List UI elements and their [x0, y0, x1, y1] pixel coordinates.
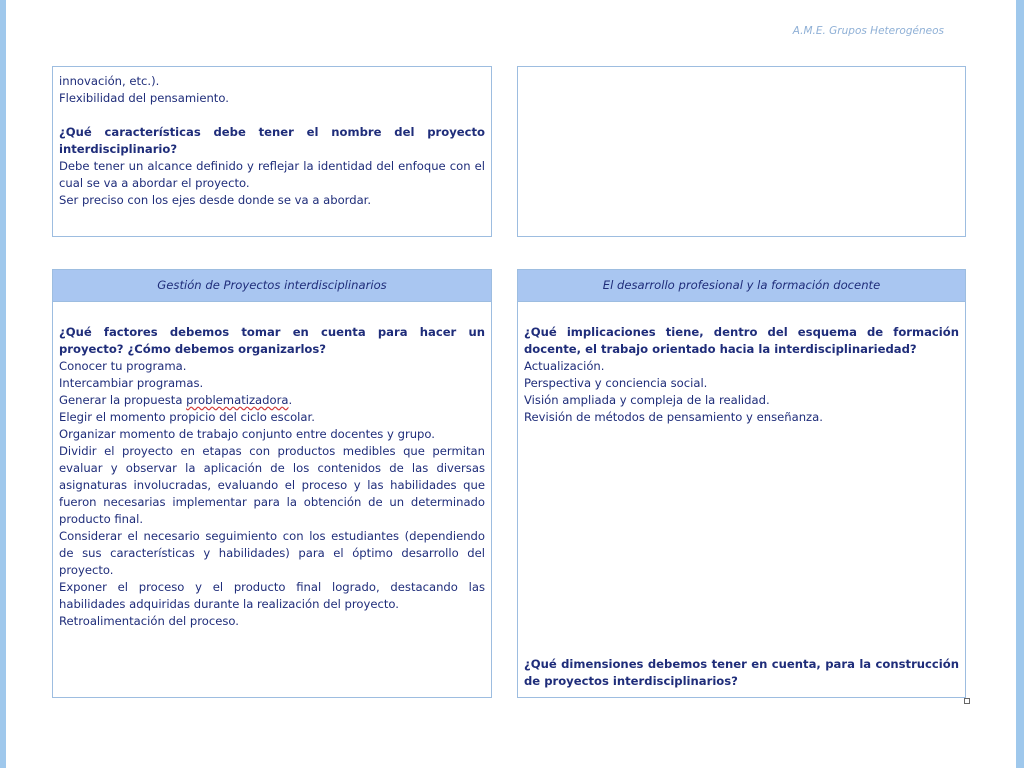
- question-text: ¿Qué características debe tener el nombre del proyecto interdisciplinario?: [59, 125, 485, 156]
- bottom-question-text: ¿Qué dimensiones debemos tener en cuenta, para la construcción de proyectos interdisciplinarios?: [524, 657, 959, 688]
- list-item: [59, 392, 485, 409]
- resize-handle[interactable]: [964, 698, 970, 704]
- top-left-box: [52, 66, 492, 237]
- list-item: Retroalimentación del proceso.: [59, 614, 239, 628]
- list-item: Considerar el necesario seguimiento con los estudiantes (dependiendo de sus características y habilidades) para el óptimo desarrollo del proyecto.: [59, 529, 485, 577]
- list-item: Actualización.: [524, 359, 605, 373]
- list-item-part: .: [288, 393, 293, 407]
- section-title: El desarrollo profesional y la formación docente: [518, 270, 965, 302]
- list-item: Visión ampliada y compleja de la realidad.: [524, 393, 770, 407]
- document-page: [6, 0, 1016, 768]
- list-item: Revisión de métodos de pensamiento y enseñanza.: [524, 410, 823, 424]
- header-note: A.M.E. Grupos Heterogéneos: [792, 25, 944, 37]
- top-right-box: [517, 66, 966, 237]
- desarrollo-box: [517, 269, 966, 698]
- spellcheck-word[interactable]: problematizadora: [186, 393, 289, 407]
- text-line: Ser preciso con los ejes desde donde se va a abordar.: [59, 193, 372, 207]
- section-title: Gestión de Proyectos interdisciplinarios: [53, 270, 491, 302]
- gestion-box: [52, 269, 492, 698]
- list-item: Intercambiar programas.: [59, 376, 204, 390]
- list-item: Conocer tu programa.: [59, 359, 187, 373]
- list-item: Elegir el momento propicio del ciclo escolar.: [59, 410, 315, 424]
- list-item: Perspectiva y conciencia social.: [524, 376, 708, 390]
- list-item: Exponer el proceso y el producto final logrado, destacando las habilidades adquiridas durante la realización del proyecto.: [59, 580, 485, 611]
- text-line: innovación, etc.).: [59, 74, 160, 88]
- question-text: ¿Qué factores debemos tomar en cuenta para hacer un proyecto? ¿Cómo debemos organizarlos?: [59, 325, 485, 356]
- question-text: ¿Qué implicaciones tiene, dentro del esquema de formación docente, el trabajo orientado hacia la interdisciplinariedad?: [524, 325, 959, 356]
- list-item: Dividir el proyecto en etapas con productos medibles que permitan evaluar y observar la aplicación de los contenidos de las diversas asignaturas involucradas, evaluando el proceso y las habilidades que fueron necesarias implementar para la obtención de un determinado producto final.: [59, 444, 485, 526]
- text-line: Debe tener un alcance definido y reflejar la identidad del enfoque con el cual se va a abordar el proyecto.: [59, 159, 485, 190]
- text-line: Flexibilidad del pensamiento.: [59, 91, 229, 105]
- list-item: Organizar momento de trabajo conjunto entre docentes y grupo.: [59, 427, 435, 441]
- list-item-part: Generar la propuesta: [59, 393, 183, 407]
